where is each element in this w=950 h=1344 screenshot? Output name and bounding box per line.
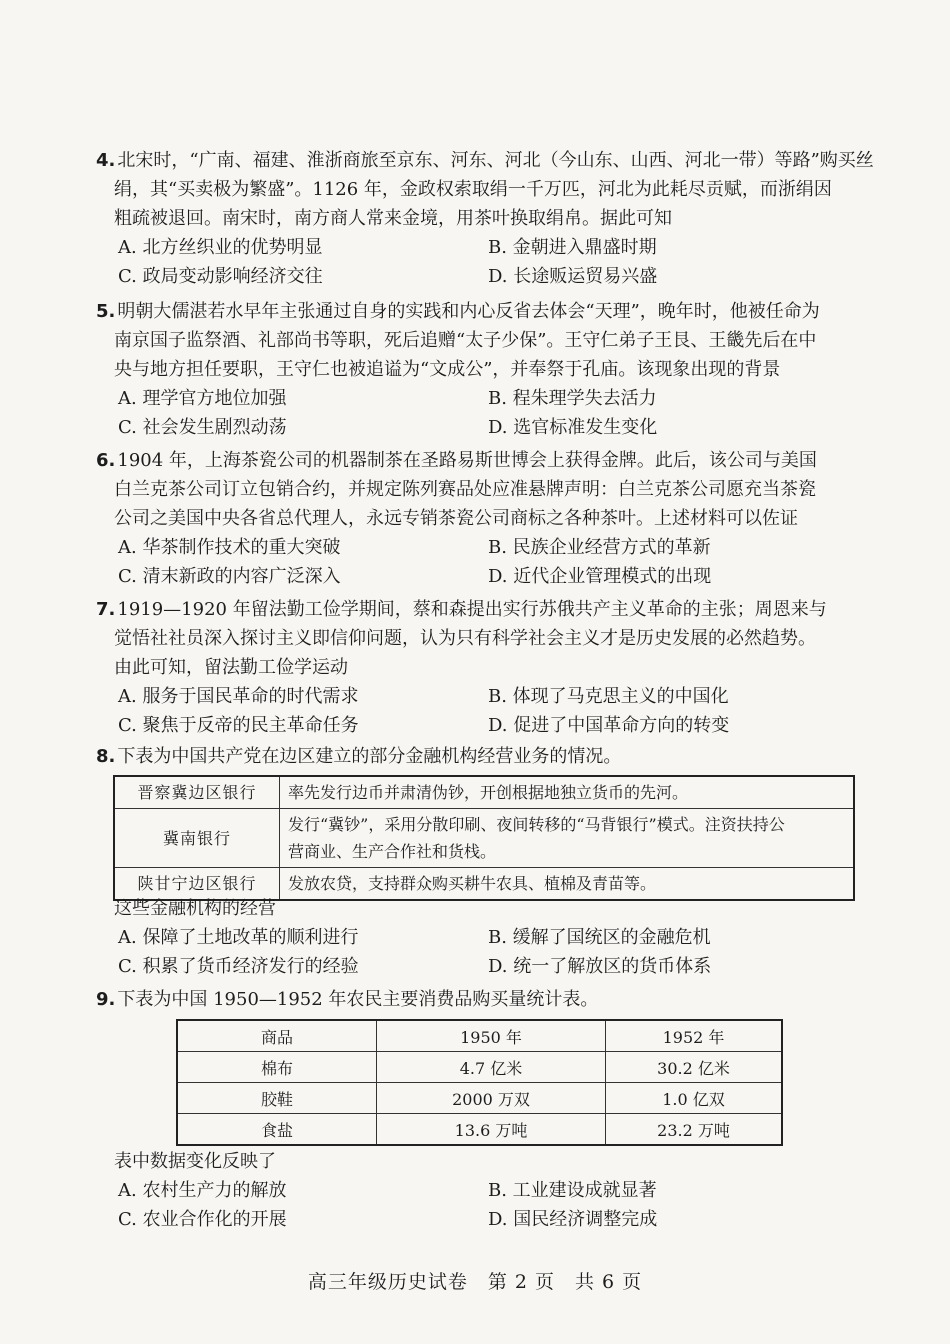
- question-stem-line: 这些金融机构的经营: [114, 898, 276, 919]
- option-c: C. 政局变动影响经济交往: [118, 266, 323, 287]
- question-8-follow: [96, 894, 866, 981]
- option-a: A. 服务于国民革命的时代需求: [118, 686, 359, 707]
- option-b: B. 民族企业经营方式的革新: [488, 537, 711, 558]
- option-a: A. 北方丝织业的优势明显: [118, 237, 323, 258]
- option-b: B. 缓解了国统区的金融危机: [488, 927, 711, 948]
- table-cell: 2000 万双: [377, 1083, 606, 1114]
- question-stem-line: 绢，其“买卖极为繁盛”。1126 年，金政权索取绢一千万匹，河北为此耗尽贡赋，而浙绢因: [114, 179, 832, 200]
- question-number: 6.: [96, 450, 116, 471]
- table-cell: 1.0 亿双: [606, 1083, 783, 1114]
- question-stem-line: 7. 1919—1920 年留法勤工俭学期间，蔡和森提出实行苏俄共产主义革命的主张；周恩来与: [96, 599, 827, 620]
- table-cell-business: 发放农贷，支持群众购买耕牛农具、植棉及青苗等。: [280, 868, 855, 901]
- table-cell: 4.7 亿米: [377, 1052, 606, 1083]
- option-d: D. 统一了解放区的货币体系: [488, 956, 712, 977]
- option-a: A. 华茶制作技术的重大突破: [118, 537, 341, 558]
- question-6: [96, 446, 866, 591]
- question-7: [96, 595, 866, 740]
- finance-institution-table: [113, 775, 855, 901]
- question-stem-line: 5. 明朝大儒湛若水早年主张通过自身的实践和内心反省去体会“天理”，晚年时，他被任命为: [96, 301, 820, 322]
- option-c: C. 聚焦于反帝的民主革命任务: [118, 715, 359, 736]
- question-5: [96, 297, 866, 442]
- question-stem-line: 8. 下表为中国共产党在边区建立的部分金融机构经营业务的情况。: [96, 746, 622, 767]
- question-stem-line: 南京国子监祭酒、礼部尚书等职，死后追赠“太子少保”。王守仁弟子王艮、王畿先后在中: [114, 330, 817, 351]
- page-footer: 高三年级历史试卷 第 2 页 共 6 页: [307, 1271, 643, 1293]
- question-number: 5.: [96, 301, 116, 322]
- option-b: B. 程朱理学失去活力: [488, 388, 657, 409]
- table-row: [177, 1114, 782, 1146]
- option-c: C. 农业合作化的开展: [118, 1209, 287, 1230]
- table-header-cell: 1952 年: [606, 1020, 783, 1052]
- options: [118, 923, 866, 981]
- table-cell: 棉布: [177, 1052, 377, 1083]
- table-row: [114, 776, 854, 809]
- table-header-cell: 商品: [177, 1020, 377, 1052]
- question-stem-line: 由此可知，留法勤工俭学运动: [114, 657, 348, 678]
- question-stem-line: 表中数据变化反映了: [114, 1151, 276, 1172]
- table-cell-business: 发行“冀钞”，采用分散印刷、夜间转移的“马背银行”模式。注资扶持公 营商业、生产合作社和货栈。: [280, 809, 855, 868]
- table-cell: 23.2 万吨: [606, 1114, 783, 1146]
- question-stem-line: 白兰克茶公司订立包销合约，并规定陈列赛品处应准悬牌声明：白兰克茶公司愿充当茶瓷: [114, 479, 816, 500]
- question-number: 4.: [96, 150, 116, 171]
- question-8: [96, 742, 866, 771]
- consumption-table: [176, 1019, 783, 1146]
- options: [118, 384, 866, 442]
- question-stem-line: 觉悟社社员深入探讨主义即信仰问题，认为只有科学社会主义才是历史发展的必然趋势。: [114, 628, 816, 649]
- question-stem-line: 9. 下表为中国 1950—1952 年农民主要消费品购买量统计表。: [96, 989, 599, 1010]
- table-cell: 13.6 万吨: [377, 1114, 606, 1146]
- option-c: C. 社会发生剧烈动荡: [118, 417, 287, 438]
- table-cell-business: 率先发行边币并肃清伪钞，开创根据地独立货币的先河。: [280, 776, 855, 809]
- option-a: A. 农村生产力的解放: [118, 1180, 287, 1201]
- options: [118, 533, 866, 591]
- table-cell-institution: 冀南银行: [114, 809, 280, 868]
- option-d: D. 近代企业管理模式的出现: [488, 566, 712, 587]
- question-number: 9.: [96, 989, 116, 1010]
- question-9: [96, 985, 866, 1014]
- option-b: B. 金朝进入鼎盛时期: [488, 237, 657, 258]
- option-d: D. 长途贩运贸易兴盛: [488, 266, 658, 287]
- table-cell-institution: 晋察冀边区银行: [114, 776, 280, 809]
- table-header-row: [177, 1020, 782, 1052]
- question-number: 7.: [96, 599, 116, 620]
- table-row: [177, 1083, 782, 1114]
- question-stem-line: 粗疏被退回。南宋时，南方商人常来金境，用茶叶换取绢帛。据此可知: [114, 208, 672, 229]
- table-header-cell: 1950 年: [377, 1020, 606, 1052]
- question-stem-line: 6. 1904 年，上海茶瓷公司的机器制茶在圣路易斯世博会上获得金牌。此后，该公司与美国: [96, 450, 817, 471]
- option-c: C. 清末新政的内容广泛深入: [118, 566, 341, 587]
- table-cell: 胶鞋: [177, 1083, 377, 1114]
- table-row: [177, 1052, 782, 1083]
- option-a: A. 理学官方地位加强: [118, 388, 287, 409]
- table-cell-institution: 陕甘宁边区银行: [114, 868, 280, 901]
- option-a: A. 保障了土地改革的顺利进行: [118, 927, 359, 948]
- question-number: 8.: [96, 746, 116, 767]
- options: [118, 233, 866, 291]
- question-4: [96, 146, 874, 291]
- option-b: B. 工业建设成就显著: [488, 1180, 657, 1201]
- table-cell: 食盐: [177, 1114, 377, 1146]
- option-b: B. 体现了马克思主义的中国化: [488, 686, 729, 707]
- table-cell: 30.2 亿米: [606, 1052, 783, 1083]
- option-d: D. 国民经济调整完成: [488, 1209, 658, 1230]
- table-row: [114, 809, 854, 868]
- options: [118, 682, 866, 740]
- option-d: D. 选官标准发生变化: [488, 417, 658, 438]
- option-d: D. 促进了中国革命方向的转变: [488, 715, 730, 736]
- question-9-follow: [96, 1147, 866, 1234]
- question-stem-line: 4. 北宋时，“广南、福建、淮浙商旅至京东、河东、河北（今山东、山西、河北一带）等路”购买丝: [96, 150, 874, 171]
- question-stem-line: 公司之美国中央各省总代理人，永远专销茶瓷公司商标之各种茶叶。上述材料可以佐证: [114, 508, 798, 529]
- question-stem-line: 央与地方担任要职，王守仁也被追谥为“文成公”，并奉祭于孔庙。该现象出现的背景: [114, 359, 781, 380]
- options: [118, 1176, 866, 1234]
- option-c: C. 积累了货币经济发行的经验: [118, 956, 359, 977]
